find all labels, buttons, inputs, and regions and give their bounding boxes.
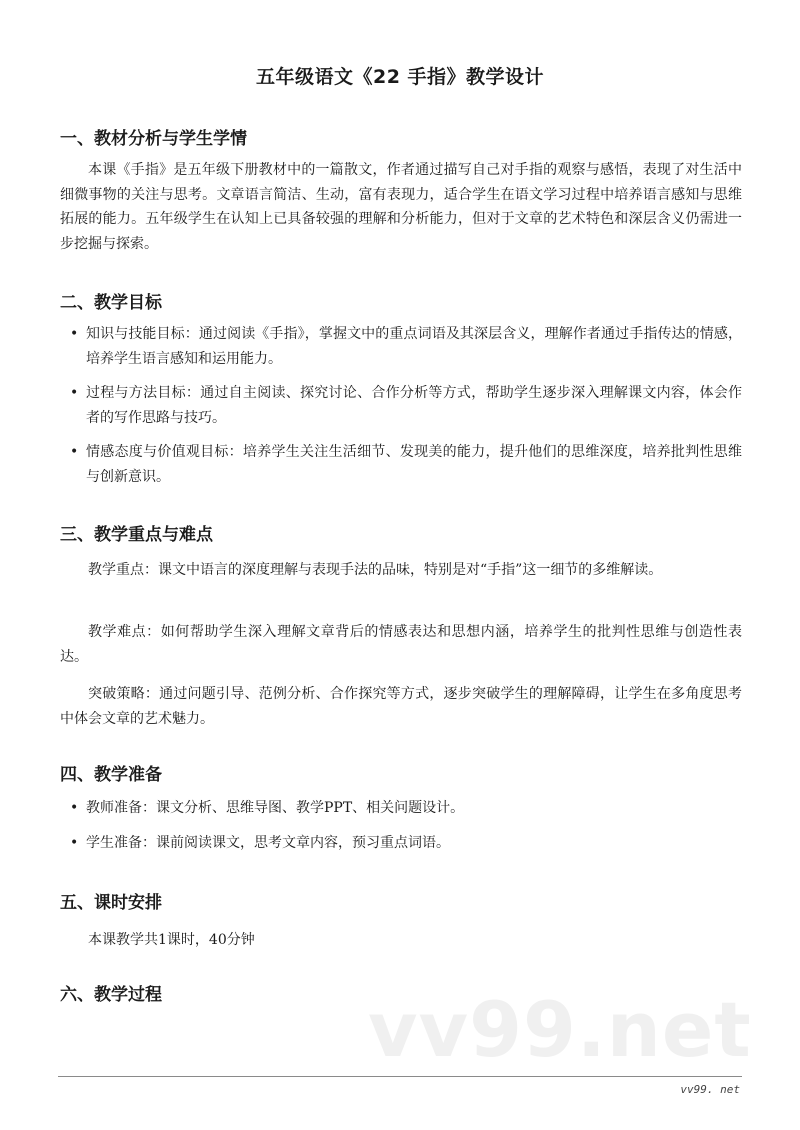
watermark: vv99.net [368, 985, 752, 1074]
list-item: • 知识与技能目标：通过阅读《手指》，掌握文中的重点词语及其深层含义，理解作者通过手指传达的情感，培养学生语言感知和运用能力。 [60, 322, 742, 371]
objectives-list [60, 322, 742, 499]
list-item: • 情感态度与价值观目标：培养学生关注生活细节、发现美的能力，提升他们的思维深度，培养批判性思维与创新意识。 [60, 440, 742, 489]
list-item: • 学生准备：课前阅读课文，思考文章内容，预习重点词语。 [60, 831, 742, 856]
section-heading-1: 一、教材分析与学生学情 [60, 129, 247, 149]
section-heading-4: 四、教学准备 [60, 765, 162, 785]
footer-divider [58, 1076, 742, 1077]
section-heading-6: 六、教学过程 [60, 985, 162, 1005]
key-points-paragraph: 教学重点：课文中语言的深度理解与表现手法的品味，特别是对“手指”这一细节的多维解读。 [88, 562, 663, 578]
list-item: • 过程与方法目标：通过自主阅读、探究讨论、合作分析等方式，帮助学生逐步深入理解课文内容，体会作者的写作思路与技巧。 [60, 381, 742, 430]
schedule-paragraph: 本课教学共1课时，40分钟 [88, 932, 255, 948]
document-title: 五年级语文《22 手指》教学设计 [255, 66, 545, 88]
section-heading-2: 二、教学目标 [60, 293, 162, 313]
footer-site-text: vv99. net [680, 1083, 740, 1096]
list-item: • 教师准备：课文分析、思维导图、教学PPT、相关问题设计。 [60, 796, 742, 821]
preparation-list [60, 796, 742, 865]
difficulties-paragraph: 教学难点：如何帮助学生深入理解文章背后的情感表达和思想内涵，培养学生的批判性思维与创造性表达。 [60, 624, 742, 665]
section-heading-5: 五、课时安排 [60, 893, 162, 913]
strategy-paragraph: 突破策略：通过问题引导、范例分析、合作探究等方式，逐步突破学生的理解障碍，让学生在多角度思考中体会文章的艺术魅力。 [60, 686, 742, 727]
section-1-paragraph: 本课《手指》是五年级下册教材中的一篇散文，作者通过描写自己对手指的观察与感悟，表现了对生活中细微事物的关注与思考。文章语言简洁、生动，富有表现力，适合学生在语文学习过程中培养语言感知与思维拓展的能力。五年级学生在认知上已具备较强的理解和分析能力，但对于文章的艺术特色和深层含义仍需进一步挖掘与探索。 [60, 162, 742, 252]
section-heading-3: 三、教学重点与难点 [60, 525, 213, 545]
